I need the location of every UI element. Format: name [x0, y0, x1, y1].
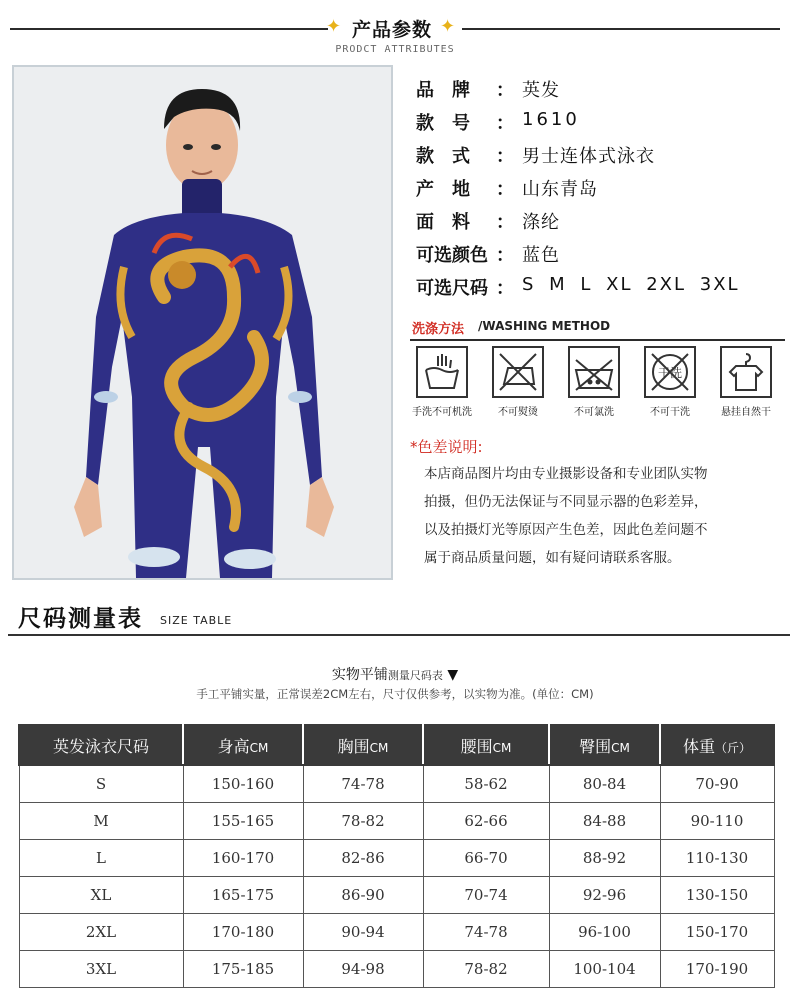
section-title-cn: 产品参数: [351, 19, 432, 41]
table-row: [19, 913, 774, 950]
down-arrow-icon: ▼: [447, 667, 459, 683]
attr-colon: ：: [496, 80, 514, 101]
header-chest: 胸围CM: [303, 725, 423, 765]
washing-divider: [410, 339, 785, 341]
table-cell: 58-62: [423, 765, 549, 802]
title-divider-left: [10, 28, 328, 30]
wash-label: 不可干洗: [650, 407, 690, 418]
section-title-en: PRODCT ATTRIBUTES: [335, 44, 455, 55]
table-cell: 74-78: [303, 765, 423, 802]
attr-colon: ：: [496, 179, 514, 200]
header-waist: 腰围CM: [423, 725, 549, 765]
sparkle-icon: ✦: [326, 16, 342, 37]
attr-key: 品 牌: [416, 80, 470, 101]
wash-label: 不可氯洗: [574, 407, 614, 418]
attr-key: 产 地: [416, 179, 470, 200]
wash-label: 不可熨烫: [498, 407, 538, 418]
attr-colon: ：: [496, 245, 514, 266]
wash-item: [483, 346, 553, 418]
attr-value: 男士连体式泳衣: [522, 146, 655, 167]
washing-header: [410, 318, 785, 340]
washing-icons: [407, 346, 785, 420]
attr-colon: ：: [496, 212, 514, 233]
attr-key: 可选颜色: [416, 245, 488, 266]
table-row: [19, 876, 774, 913]
table-cell: 165-175: [183, 876, 303, 913]
table-cell: S: [19, 765, 183, 802]
attr-colon: ：: [496, 278, 514, 299]
table-cell: 88-92: [549, 839, 660, 876]
color-diff-title: *色差说明:: [410, 438, 483, 456]
hand-wash-icon: [416, 346, 468, 398]
header-weight: 体重（斤）: [660, 725, 774, 765]
no-dry-clean-icon: [644, 346, 696, 398]
table-cell: 70-90: [660, 765, 774, 802]
table-cell: 155-165: [183, 802, 303, 839]
attr-colon: ：: [496, 113, 514, 134]
attr-key: 款 式: [416, 146, 470, 167]
table-cell: 62-66: [423, 802, 549, 839]
washing-title-en: /WASHING METHOD: [478, 319, 611, 333]
size-title-en: SIZE TABLE: [160, 614, 233, 627]
swimsuit-model-illustration: [14, 67, 391, 578]
table-cell: 84-88: [549, 802, 660, 839]
table-cell: M: [19, 802, 183, 839]
table-cell: 175-185: [183, 950, 303, 987]
attr-color: [416, 241, 786, 274]
attr-key: 款 号: [416, 113, 470, 134]
wash-item: [711, 346, 781, 418]
color-diff-line: 以及拍摄灯光等原因产生色差，因此色差问题不: [424, 522, 708, 538]
table-cell: 80-84: [549, 765, 660, 802]
table-cell: 70-74: [423, 876, 549, 913]
title-divider-right: [462, 28, 780, 30]
attr-value: 1610: [522, 109, 580, 130]
attribute-list: [416, 76, 786, 307]
attr-origin: [416, 175, 786, 208]
header-size: 英发泳衣尺码: [19, 725, 183, 765]
attr-value: 蓝色: [522, 245, 560, 266]
table-cell: 130-150: [660, 876, 774, 913]
section-title: [0, 8, 790, 62]
wash-item: [559, 346, 629, 418]
no-iron-icon: [492, 346, 544, 398]
table-row: [19, 839, 774, 876]
table-cell: 94-98: [303, 950, 423, 987]
hang-dry-icon: [720, 346, 772, 398]
attr-key: 可选尺码: [416, 278, 488, 299]
attr-key: 面 料: [416, 212, 470, 233]
color-diff-line: 本店商品图片均由专业摄影设备和专业团队实物: [424, 466, 708, 482]
header-height: 身高CM: [183, 725, 303, 765]
attr-value: 山东青岛: [522, 179, 598, 200]
wash-label: 悬挂自然干: [721, 407, 771, 418]
size-title-cn: 尺码测量表: [18, 606, 143, 632]
no-bleach-icon: [568, 346, 620, 398]
table-cell: 170-180: [183, 913, 303, 950]
attr-style: [416, 142, 786, 175]
wash-item: [407, 346, 477, 418]
table-cell: 66-70: [423, 839, 549, 876]
wash-label: 手洗不可机洗: [412, 407, 472, 418]
table-cell: L: [19, 839, 183, 876]
flat-measure-title: [0, 664, 790, 684]
table-cell: 74-78: [423, 913, 549, 950]
attr-colon: ：: [496, 146, 514, 167]
product-photo: [12, 65, 393, 580]
measure-note: 手工平铺实量，正常误差2CM左右，尺寸仅供参考，以实物为准。(单位：CM): [196, 687, 594, 701]
color-diff-line: 拍摄，但仍无法保证与不同显示器的色彩差异，: [424, 494, 708, 510]
table-cell: 96-100: [549, 913, 660, 950]
size-divider: [8, 634, 790, 636]
attr-brand: [416, 76, 786, 109]
table-header-row: [19, 725, 774, 765]
size-table: [18, 724, 775, 988]
attr-value: 英发: [522, 80, 560, 101]
wash-item: [635, 346, 705, 418]
attr-fabric: [416, 208, 786, 241]
size-section-header: [0, 600, 790, 640]
table-cell: 90-110: [660, 802, 774, 839]
attr-value: 涤纶: [522, 212, 560, 233]
table-cell: 82-86: [303, 839, 423, 876]
table-cell: 78-82: [303, 802, 423, 839]
header-hip: 臀围CM: [549, 725, 660, 765]
table-row: [19, 802, 774, 839]
sparkle-icon: ✦: [440, 16, 456, 37]
table-cell: 100-104: [549, 950, 660, 987]
table-row: [19, 950, 774, 987]
table-cell: 110-130: [660, 839, 774, 876]
attr-model: [416, 109, 786, 142]
table-cell: 160-170: [183, 839, 303, 876]
color-diff-text: [424, 460, 779, 572]
table-cell: 2XL: [19, 913, 183, 950]
flat-title-main: 实物平铺: [331, 667, 388, 683]
table-cell: 78-82: [423, 950, 549, 987]
table-row: [19, 765, 774, 802]
table-cell: 170-190: [660, 950, 774, 987]
washing-title-cn: 洗涤方法: [412, 322, 465, 337]
table-cell: XL: [19, 876, 183, 913]
attr-value: S M L XL 2XL 3XL: [522, 274, 740, 295]
table-cell: 90-94: [303, 913, 423, 950]
table-cell: 86-90: [303, 876, 423, 913]
svg-text:干洗: 干洗: [657, 366, 683, 380]
table-cell: 92-96: [549, 876, 660, 913]
attr-size: [416, 274, 786, 307]
table-cell: 150-170: [660, 913, 774, 950]
color-diff-line: 属于商品质量问题，如有疑问请联系客服。: [424, 550, 681, 566]
flat-title-small: 测量尺码表: [387, 669, 443, 682]
table-cell: 3XL: [19, 950, 183, 987]
table-cell: 150-160: [183, 765, 303, 802]
